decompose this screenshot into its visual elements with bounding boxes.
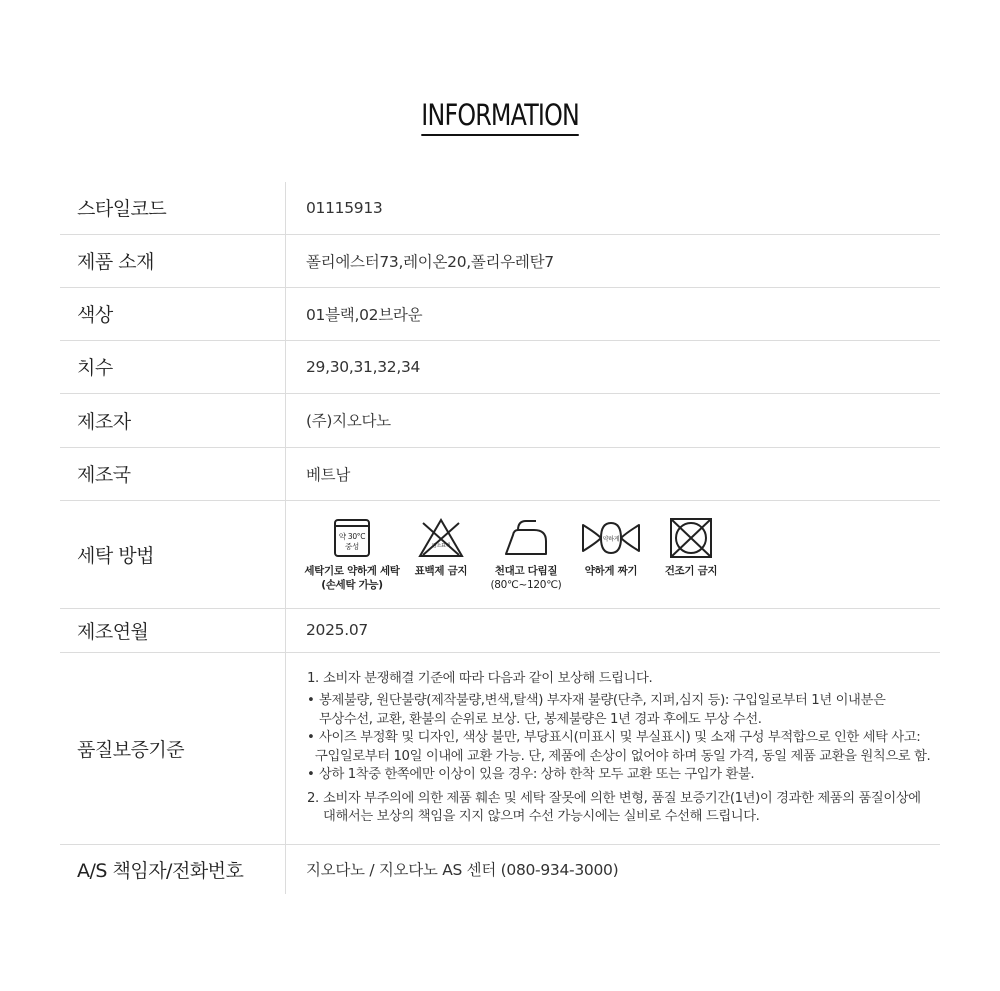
row-value: 01115913 xyxy=(286,182,941,234)
row-value: 01블랙,02브라운 xyxy=(286,287,941,340)
bleach-text: 염소표백 xyxy=(431,542,451,549)
row-size xyxy=(60,340,940,393)
quality-bullet-2: • 사이즈 부정확 및 디자인, 색상 불만, 부당표시(미표시 및 부실표시) 및 소재 구성 부적합으로 인한 세탁 사고: xyxy=(307,730,921,745)
quality-text: 1. 소비자 분쟁해결 기준에 따라 다음과 같이 보상해 드립니다. • 봉제불량, 원단불량(제작불량,변색,탈색) 부자재 불량(단추, 지퍼,심지 등): 구입일로부터 1년 이내분은 무상수선, 교환, 환불의 순위로 보상. 단, 봉제불량은 1년 경과 후에도 무상 수선. • 사이즈 부정확 및 디자인, 색상 불만, 부당표시(미표시 및 부실표시) 및 소재 구성 부적합으로 인한 세탁 사고: 구입일로부터 10일 이내에 교환 가능. 단, 제품에 손상이 없어야 하며 동일 가격, 동일 제품 교환을 원칙으로 함. • 상하 1착중 한쪽에만 이상이 있을 경우: 상하 한착 모두 교환 또는 구입가 환불. 2. 소비자 부주의에 의한 제품 훼손 및 세탁 잘못에 의한 변형, 품질 보증기간(1년)이 경과한 제품의 품질이상에 대해서는 보상의 책임을 지지 않으며 수선 가능시에는 실비로 수선해 드립니다. xyxy=(286,652,941,844)
row-label: 제조국 xyxy=(60,447,286,500)
row-label: 스타일코드 xyxy=(60,182,286,234)
quality-bullet-3: • 상하 1착중 한쪽에만 이상이 있을 경우: 상하 한착 모두 교환 또는 구입가 환불. xyxy=(307,767,755,782)
wash-caption: 세탁기로 약하게 세탁 xyxy=(304,564,400,577)
row-label: A/S 책임자/전화번호 xyxy=(60,844,286,894)
row-value: (주)지오다노 xyxy=(286,393,941,447)
no-tumble-dry-icon xyxy=(668,517,714,559)
wash-item-dryer xyxy=(648,517,734,578)
row-country xyxy=(60,447,940,500)
row-value: 폴리에스터73,레이온20,폴리우레탄7 xyxy=(286,234,941,287)
row-label: 제조연월 xyxy=(60,608,286,652)
row-as xyxy=(60,844,940,894)
row-style-code xyxy=(60,182,940,234)
wash-item-wring xyxy=(574,517,648,578)
info-table xyxy=(60,182,940,894)
row-value: 지오다노 / 지오다노 AS 센터 (080-934-3000) xyxy=(306,861,619,880)
wring-text: 약하게 xyxy=(602,535,620,543)
row-label: 색상 xyxy=(60,287,286,340)
page-title: INFORMATION xyxy=(421,98,579,136)
row-material xyxy=(60,234,940,287)
page-title-wrap xyxy=(0,98,1000,136)
row-label: 제품 소재 xyxy=(60,234,286,287)
wash-caption: 표백제 금지 xyxy=(414,564,468,577)
wash-caption: 천대고 다림질 xyxy=(494,564,558,577)
wash-neutral-text: 중성 xyxy=(345,541,359,551)
row-value: 2025.07 xyxy=(286,608,941,652)
quality-bullet-1: • 봉제불량, 원단불량(제작불량,변색,탈색) 부자재 불량(단추, 지퍼,심지 등): 구입일로부터 1년 이내분은 xyxy=(307,693,886,708)
row-maker xyxy=(60,393,940,447)
iron-icon xyxy=(502,517,550,559)
wash-caption-sub: (손세탁 가능) xyxy=(321,578,383,591)
wash-caption-sub: (80℃~120℃) xyxy=(490,578,562,591)
row-label: 제조자 xyxy=(60,393,286,447)
row-label: 품질보증기준 xyxy=(60,652,286,844)
wash-item-iron xyxy=(478,517,574,592)
row-date xyxy=(60,608,940,652)
washing-icons xyxy=(286,500,941,608)
row-value: 베트남 xyxy=(286,447,941,500)
quality-item-2: 2. 소비자 부주의에 의한 제품 훼손 및 세탁 잘못에 의한 변형, 품질 보증기간(1년)이 경과한 제품의 품질이상에 xyxy=(307,790,921,806)
wash-caption: 약하게 짜기 xyxy=(584,564,638,577)
wash-tub-icon xyxy=(332,517,372,559)
wash-item-machine xyxy=(300,517,404,592)
row-washing xyxy=(60,500,940,608)
row-color xyxy=(60,287,940,340)
row-label: 세탁 방법 xyxy=(60,500,286,608)
row-quality xyxy=(60,652,940,844)
wring-icon xyxy=(580,517,642,559)
wash-caption: 건조기 금지 xyxy=(664,564,718,577)
row-label: 치수 xyxy=(60,340,286,393)
quality-item-1: 1. 소비자 분쟁해결 기준에 따라 다음과 같이 보상해 드립니다. xyxy=(307,670,653,686)
wash-temp-text: 약 30°C xyxy=(338,531,366,541)
row-value: 29,30,31,32,34 xyxy=(286,340,941,393)
wash-item-bleach xyxy=(404,517,478,578)
no-bleach-icon xyxy=(417,517,465,559)
